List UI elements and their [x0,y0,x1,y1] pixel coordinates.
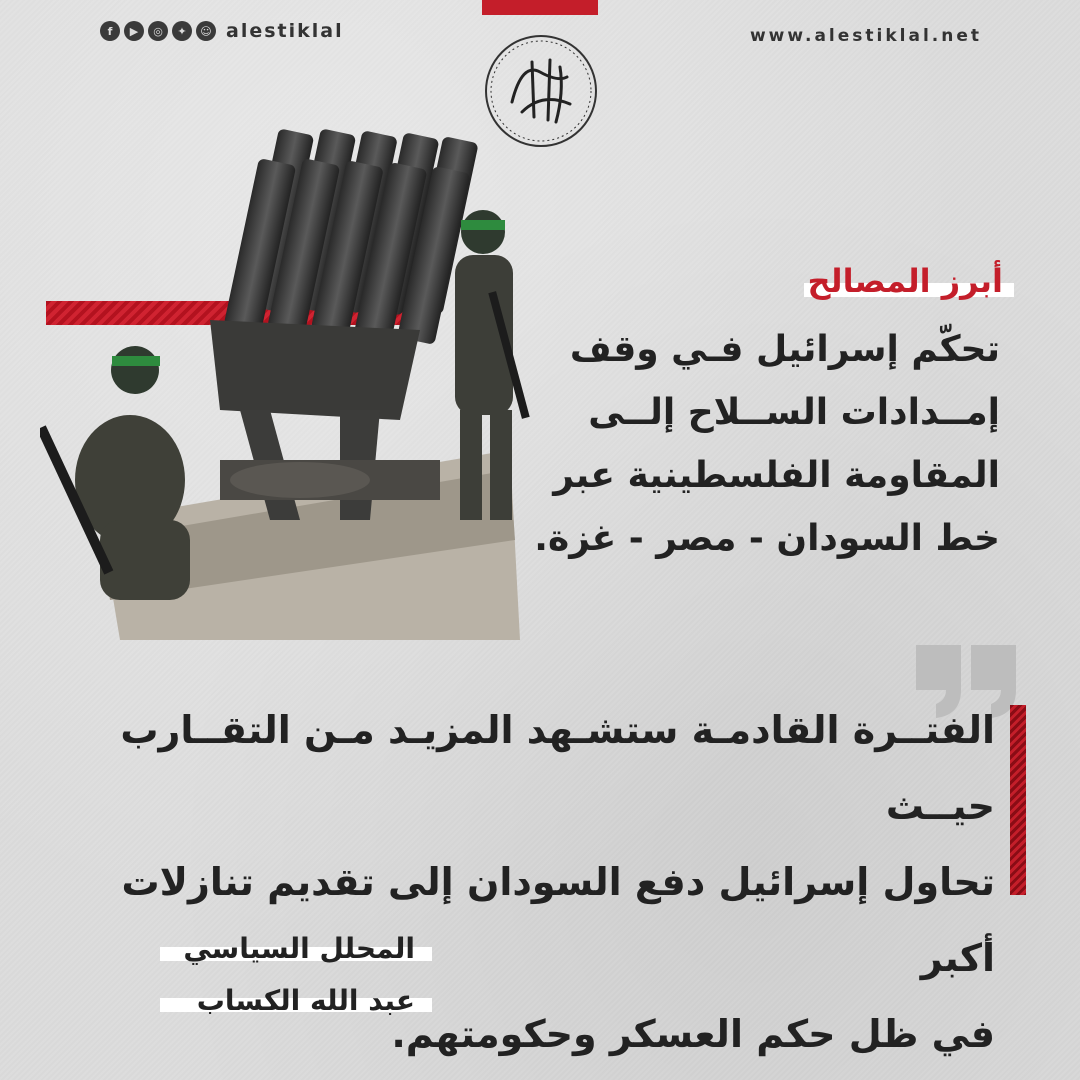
section-heading: أبرز المصالح [807,262,1003,300]
body-line: خط السودان - مصر - غزة. [534,518,1000,559]
quote-line: تحاول إسرائيل دفع السودان إلى تقديم تنازلات أكبر [121,860,995,980]
facebook-icon[interactable]: f [100,21,120,41]
author-name: عبد الله الكساب [196,984,415,1017]
author-title: المحلل السياسي [183,932,415,965]
social-links [100,20,344,42]
top-accent-bar [482,0,598,15]
quote-line: الفتــرة القادمـة ستشـهد المزيـد مـن التقــارب حيــث [120,708,995,828]
body-line: المقاومة الفلسطينية عبر [553,455,1000,496]
body-line: تحكّم إسرائيل فـي وقف [569,329,1000,370]
section-heading-wrap [807,262,1015,300]
social-handle: alestiklal [226,20,344,42]
section-body [440,318,1000,570]
website-url[interactable]: www.alestiklal.net [749,26,982,46]
instagram-icon[interactable]: ◎ [148,21,168,41]
snapchat-icon[interactable]: ☺ [196,21,216,41]
twitter-icon[interactable]: ✦ [172,21,192,41]
quote-accent-bar [1010,705,1026,895]
youtube-icon[interactable]: ▶ [124,21,144,41]
body-line: إمــدادات الســلاح إلــى [588,392,1000,433]
quote-line: في ظل حكم العسكر وحكومتهم. [391,1012,995,1056]
